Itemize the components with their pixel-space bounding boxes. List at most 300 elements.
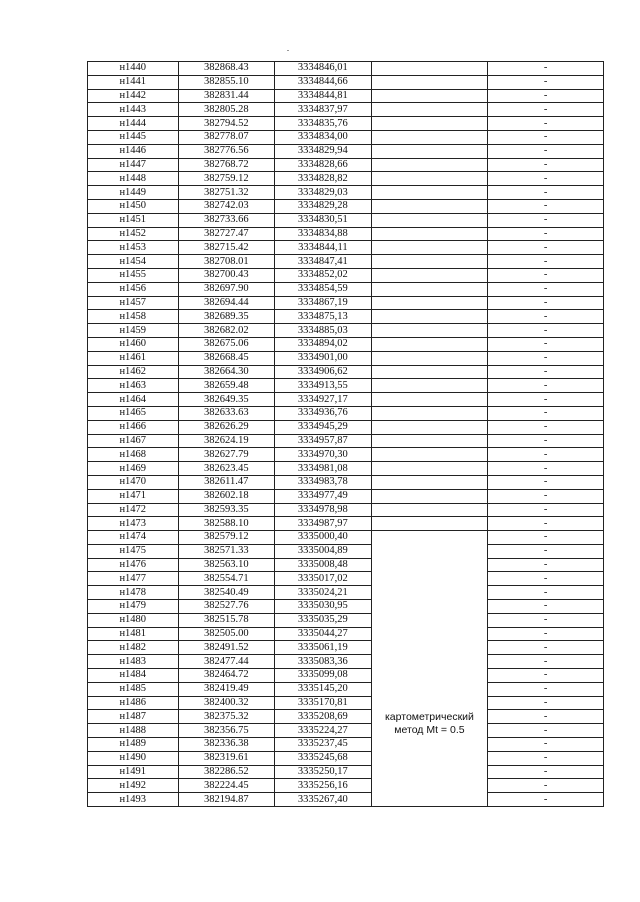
x-coordinate-cell: 382700.43: [178, 268, 275, 282]
y-coordinate-cell: 3334837,97: [275, 103, 372, 117]
table-row: [88, 172, 604, 186]
note-cell: -: [488, 710, 604, 724]
point-name-cell: н1487: [88, 710, 179, 724]
table-row: [88, 255, 604, 269]
x-coordinate-cell: 382626.29: [178, 420, 275, 434]
x-coordinate-cell: 382694.44: [178, 296, 275, 310]
table-row: [88, 75, 604, 89]
point-name-cell: н1440: [88, 62, 179, 76]
x-coordinate-cell: 382319.61: [178, 751, 275, 765]
table-row: [88, 738, 604, 752]
note-cell: -: [488, 158, 604, 172]
note-cell: -: [488, 62, 604, 76]
y-coordinate-cell: 3335099,08: [275, 669, 372, 683]
point-name-cell: н1468: [88, 448, 179, 462]
y-coordinate-cell: 3335024,21: [275, 586, 372, 600]
point-name-cell: н1463: [88, 379, 179, 393]
point-name-cell: н1459: [88, 324, 179, 338]
table-row: [88, 793, 604, 807]
table-row: [88, 475, 604, 489]
y-coordinate-cell: 3334854,59: [275, 282, 372, 296]
point-name-cell: н1485: [88, 682, 179, 696]
table-row: [88, 144, 604, 158]
method-cell: [371, 241, 488, 255]
table-row: [88, 779, 604, 793]
method-cell: [371, 475, 488, 489]
note-cell: -: [488, 724, 604, 738]
point-name-cell: н1454: [88, 255, 179, 269]
note-cell: -: [488, 641, 604, 655]
point-name-cell: н1483: [88, 655, 179, 669]
method-cell: [371, 62, 488, 76]
note-cell: -: [488, 572, 604, 586]
note-cell: -: [488, 655, 604, 669]
table-row: [88, 130, 604, 144]
x-coordinate-cell: 382664.30: [178, 365, 275, 379]
y-coordinate-cell: 3334829,28: [275, 199, 372, 213]
x-coordinate-cell: 382715.42: [178, 241, 275, 255]
note-cell: -: [488, 241, 604, 255]
point-name-cell: н1460: [88, 337, 179, 351]
note-cell: -: [488, 682, 604, 696]
x-coordinate-cell: 382689.35: [178, 310, 275, 324]
coordinates-table: [87, 61, 604, 807]
note-cell: -: [488, 558, 604, 572]
y-coordinate-cell: 3335030,95: [275, 600, 372, 614]
table-row: [88, 393, 604, 407]
table-row: [88, 613, 604, 627]
y-coordinate-cell: 3335008,48: [275, 558, 372, 572]
point-name-cell: н1450: [88, 199, 179, 213]
x-coordinate-cell: 382563.10: [178, 558, 275, 572]
note-cell: -: [488, 696, 604, 710]
note-cell: -: [488, 765, 604, 779]
x-coordinate-cell: 382602.18: [178, 489, 275, 503]
note-cell: -: [488, 324, 604, 338]
note-cell: -: [488, 144, 604, 158]
table-row: [88, 489, 604, 503]
point-name-cell: н1443: [88, 103, 179, 117]
method-cell: [371, 75, 488, 89]
y-coordinate-cell: 3334901,00: [275, 351, 372, 365]
note-cell: -: [488, 186, 604, 200]
method-cell: [371, 462, 488, 476]
table-row: [88, 213, 604, 227]
table-row: [88, 296, 604, 310]
y-coordinate-cell: 3335017,02: [275, 572, 372, 586]
x-coordinate-cell: 382805.28: [178, 103, 275, 117]
note-cell: -: [488, 600, 604, 614]
point-name-cell: н1484: [88, 669, 179, 683]
point-name-cell: н1471: [88, 489, 179, 503]
note-cell: -: [488, 669, 604, 683]
table-row: [88, 765, 604, 779]
x-coordinate-cell: 382675.06: [178, 337, 275, 351]
y-coordinate-cell: 3334834,88: [275, 227, 372, 241]
note-cell: -: [488, 227, 604, 241]
point-name-cell: н1479: [88, 600, 179, 614]
table-row: [88, 310, 604, 324]
method-cell: [371, 379, 488, 393]
note-cell: -: [488, 406, 604, 420]
note-cell: -: [488, 255, 604, 269]
point-name-cell: н1457: [88, 296, 179, 310]
x-coordinate-cell: 382375.32: [178, 710, 275, 724]
point-name-cell: н1456: [88, 282, 179, 296]
x-coordinate-cell: 382464.72: [178, 669, 275, 683]
note-cell: -: [488, 310, 604, 324]
method-cell: [371, 89, 488, 103]
y-coordinate-cell: 3335170,81: [275, 696, 372, 710]
method-label-line1: картометрический: [384, 710, 474, 723]
y-coordinate-cell: 3335145,20: [275, 682, 372, 696]
point-name-cell: н1492: [88, 779, 179, 793]
x-coordinate-cell: 382708.01: [178, 255, 275, 269]
x-coordinate-cell: 382768.72: [178, 158, 275, 172]
table-row: [88, 724, 604, 738]
x-coordinate-cell: 382868.43: [178, 62, 275, 76]
note-cell: -: [488, 337, 604, 351]
point-name-cell: н1474: [88, 531, 179, 545]
point-name-cell: н1447: [88, 158, 179, 172]
point-name-cell: н1486: [88, 696, 179, 710]
table-row: [88, 117, 604, 131]
table-row: [88, 227, 604, 241]
note-cell: -: [488, 268, 604, 282]
y-coordinate-cell: 3334844,66: [275, 75, 372, 89]
y-coordinate-cell: 3334834,00: [275, 130, 372, 144]
y-coordinate-cell: 3335267,40: [275, 793, 372, 807]
x-coordinate-cell: 382649.35: [178, 393, 275, 407]
x-coordinate-cell: 382491.52: [178, 641, 275, 655]
point-name-cell: н1489: [88, 738, 179, 752]
point-name-cell: н1458: [88, 310, 179, 324]
x-coordinate-cell: 382759.12: [178, 172, 275, 186]
x-coordinate-cell: 382733.66: [178, 213, 275, 227]
table-row: [88, 669, 604, 683]
point-name-cell: н1453: [88, 241, 179, 255]
method-cell: [371, 199, 488, 213]
method-cell: [371, 393, 488, 407]
y-coordinate-cell: 3335000,40: [275, 531, 372, 545]
method-cell: [371, 337, 488, 351]
x-coordinate-cell: 382778.07: [178, 130, 275, 144]
coordinates-table-body: [88, 62, 604, 807]
point-name-cell: н1441: [88, 75, 179, 89]
x-coordinate-cell: 382831.44: [178, 89, 275, 103]
note-cell: -: [488, 586, 604, 600]
table-row: [88, 517, 604, 531]
note-cell: -: [488, 117, 604, 131]
x-coordinate-cell: 382623.45: [178, 462, 275, 476]
table-row: [88, 379, 604, 393]
point-name-cell: н1472: [88, 503, 179, 517]
method-cell: [371, 517, 488, 531]
x-coordinate-cell: 382554.71: [178, 572, 275, 586]
note-cell: -: [488, 462, 604, 476]
x-coordinate-cell: 382697.90: [178, 282, 275, 296]
x-coordinate-cell: 382540.49: [178, 586, 275, 600]
table-row: [88, 558, 604, 572]
y-coordinate-cell: 3334852,02: [275, 268, 372, 282]
point-name-cell: н1491: [88, 765, 179, 779]
note-cell: -: [488, 213, 604, 227]
point-name-cell: н1464: [88, 393, 179, 407]
method-cell: [371, 227, 488, 241]
x-coordinate-cell: 382624.19: [178, 434, 275, 448]
table-row: [88, 199, 604, 213]
table-row: [88, 751, 604, 765]
table-row: [88, 337, 604, 351]
x-coordinate-cell: 382611.47: [178, 475, 275, 489]
method-cell: [371, 186, 488, 200]
y-coordinate-cell: 3335035,29: [275, 613, 372, 627]
y-coordinate-cell: 3334875,13: [275, 310, 372, 324]
point-name-cell: н1466: [88, 420, 179, 434]
note-cell: -: [488, 503, 604, 517]
note-cell: -: [488, 517, 604, 531]
method-label-line2: метод Mt = 0.5: [394, 723, 465, 736]
point-name-cell: н1462: [88, 365, 179, 379]
x-coordinate-cell: 382682.02: [178, 324, 275, 338]
table-row: [88, 572, 604, 586]
page-mark: [287, 50, 289, 51]
note-cell: -: [488, 793, 604, 807]
y-coordinate-cell: 3334835,76: [275, 117, 372, 131]
table-row: [88, 351, 604, 365]
method-cell: [371, 503, 488, 517]
x-coordinate-cell: 382742.03: [178, 199, 275, 213]
table-row: [88, 682, 604, 696]
y-coordinate-cell: 3335061,19: [275, 641, 372, 655]
table-row: [88, 448, 604, 462]
method-cell: [371, 158, 488, 172]
point-name-cell: н1461: [88, 351, 179, 365]
table-row: [88, 462, 604, 476]
method-cell: [371, 434, 488, 448]
y-coordinate-cell: 3335208,69: [275, 710, 372, 724]
point-name-cell: н1448: [88, 172, 179, 186]
x-coordinate-cell: 382751.32: [178, 186, 275, 200]
method-cell: [371, 255, 488, 269]
y-coordinate-cell: 3334847,41: [275, 255, 372, 269]
point-name-cell: н1481: [88, 627, 179, 641]
note-cell: -: [488, 351, 604, 365]
table-row: [88, 696, 604, 710]
point-name-cell: н1465: [88, 406, 179, 420]
method-cell: [371, 172, 488, 186]
table-row: [88, 655, 604, 669]
x-coordinate-cell: 382633.63: [178, 406, 275, 420]
method-cell: [371, 420, 488, 434]
method-cell: [371, 296, 488, 310]
method-cell: [371, 365, 488, 379]
note-cell: -: [488, 489, 604, 503]
table-row: [88, 282, 604, 296]
y-coordinate-cell: 3334828,82: [275, 172, 372, 186]
x-coordinate-cell: 382776.56: [178, 144, 275, 158]
note-cell: -: [488, 544, 604, 558]
table-row: [88, 241, 604, 255]
note-cell: -: [488, 434, 604, 448]
x-coordinate-cell: 382419.49: [178, 682, 275, 696]
point-name-cell: н1477: [88, 572, 179, 586]
note-cell: -: [488, 779, 604, 793]
y-coordinate-cell: 3335083,36: [275, 655, 372, 669]
table-row: [88, 503, 604, 517]
y-coordinate-cell: 3334894,02: [275, 337, 372, 351]
x-coordinate-cell: 382515.78: [178, 613, 275, 627]
note-cell: -: [488, 75, 604, 89]
note-cell: -: [488, 296, 604, 310]
y-coordinate-cell: 3335237,45: [275, 738, 372, 752]
method-cell: [371, 324, 488, 338]
y-coordinate-cell: 3335250,17: [275, 765, 372, 779]
x-coordinate-cell: 382571.33: [178, 544, 275, 558]
x-coordinate-cell: 382668.45: [178, 351, 275, 365]
note-cell: -: [488, 475, 604, 489]
point-name-cell: н1470: [88, 475, 179, 489]
point-name-cell: н1451: [88, 213, 179, 227]
table-row: [88, 268, 604, 282]
note-cell: -: [488, 130, 604, 144]
y-coordinate-cell: 3334936,76: [275, 406, 372, 420]
note-cell: -: [488, 282, 604, 296]
y-coordinate-cell: 3334957,87: [275, 434, 372, 448]
note-cell: -: [488, 613, 604, 627]
y-coordinate-cell: 3334983,78: [275, 475, 372, 489]
x-coordinate-cell: 382194.87: [178, 793, 275, 807]
y-coordinate-cell: 3334978,98: [275, 503, 372, 517]
note-cell: -: [488, 103, 604, 117]
x-coordinate-cell: 382336.38: [178, 738, 275, 752]
y-coordinate-cell: 3334945,29: [275, 420, 372, 434]
method-cell: [371, 310, 488, 324]
note-cell: -: [488, 448, 604, 462]
point-name-cell: н1446: [88, 144, 179, 158]
x-coordinate-cell: 382588.10: [178, 517, 275, 531]
point-name-cell: н1455: [88, 268, 179, 282]
note-cell: -: [488, 627, 604, 641]
point-name-cell: н1482: [88, 641, 179, 655]
y-coordinate-cell: 3334828,66: [275, 158, 372, 172]
x-coordinate-cell: 382855.10: [178, 75, 275, 89]
method-cell: [371, 144, 488, 158]
table-row: [88, 324, 604, 338]
point-name-cell: н1488: [88, 724, 179, 738]
point-name-cell: н1478: [88, 586, 179, 600]
x-coordinate-cell: 382527.76: [178, 600, 275, 614]
table-row: [88, 406, 604, 420]
note-cell: -: [488, 531, 604, 545]
y-coordinate-cell: 3335256,16: [275, 779, 372, 793]
method-cell: [371, 117, 488, 131]
x-coordinate-cell: 382659.48: [178, 379, 275, 393]
table-row: [88, 600, 604, 614]
y-coordinate-cell: 3334906,62: [275, 365, 372, 379]
method-cell: [371, 103, 488, 117]
note-cell: -: [488, 379, 604, 393]
y-coordinate-cell: 3334844,11: [275, 241, 372, 255]
y-coordinate-cell: 3334829,94: [275, 144, 372, 158]
note-cell: -: [488, 89, 604, 103]
method-cell: [371, 268, 488, 282]
y-coordinate-cell: 3334970,30: [275, 448, 372, 462]
point-name-cell: н1467: [88, 434, 179, 448]
table-row: [88, 103, 604, 117]
y-coordinate-cell: 3335044,27: [275, 627, 372, 641]
y-coordinate-cell: 3334981,08: [275, 462, 372, 476]
table-row: [88, 365, 604, 379]
method-cell: [371, 489, 488, 503]
note-cell: -: [488, 420, 604, 434]
point-name-cell: н1469: [88, 462, 179, 476]
method-cell: [371, 130, 488, 144]
table-row: [88, 186, 604, 200]
point-name-cell: н1473: [88, 517, 179, 531]
table-row: [88, 434, 604, 448]
y-coordinate-cell: 3334927,17: [275, 393, 372, 407]
x-coordinate-cell: 382505.00: [178, 627, 275, 641]
table-row: [88, 531, 604, 545]
x-coordinate-cell: 382400.32: [178, 696, 275, 710]
method-cell: [371, 406, 488, 420]
method-label: [376, 601, 484, 737]
note-cell: -: [488, 393, 604, 407]
x-coordinate-cell: 382794.52: [178, 117, 275, 131]
note-cell: -: [488, 738, 604, 752]
x-coordinate-cell: 382593.35: [178, 503, 275, 517]
x-coordinate-cell: 382477.44: [178, 655, 275, 669]
y-coordinate-cell: 3335245,68: [275, 751, 372, 765]
y-coordinate-cell: 3334867,19: [275, 296, 372, 310]
x-coordinate-cell: 382286.52: [178, 765, 275, 779]
method-cell-merged: [371, 531, 488, 807]
y-coordinate-cell: 3334829,03: [275, 186, 372, 200]
point-name-cell: н1449: [88, 186, 179, 200]
note-cell: -: [488, 199, 604, 213]
method-cell: [371, 351, 488, 365]
table-row: [88, 627, 604, 641]
x-coordinate-cell: 382224.45: [178, 779, 275, 793]
y-coordinate-cell: 3334846,01: [275, 62, 372, 76]
table-row: [88, 420, 604, 434]
y-coordinate-cell: 3334885,03: [275, 324, 372, 338]
table-row: [88, 544, 604, 558]
point-name-cell: н1444: [88, 117, 179, 131]
x-coordinate-cell: 382727.47: [178, 227, 275, 241]
point-name-cell: н1490: [88, 751, 179, 765]
y-coordinate-cell: 3335224,27: [275, 724, 372, 738]
point-name-cell: н1476: [88, 558, 179, 572]
y-coordinate-cell: 3334830,51: [275, 213, 372, 227]
x-coordinate-cell: 382356.75: [178, 724, 275, 738]
method-cell: [371, 213, 488, 227]
y-coordinate-cell: 3334913,55: [275, 379, 372, 393]
point-name-cell: н1475: [88, 544, 179, 558]
point-name-cell: н1445: [88, 130, 179, 144]
x-coordinate-cell: 382579.12: [178, 531, 275, 545]
y-coordinate-cell: 3334987,97: [275, 517, 372, 531]
point-name-cell: н1493: [88, 793, 179, 807]
table-row: [88, 586, 604, 600]
x-coordinate-cell: 382627.79: [178, 448, 275, 462]
point-name-cell: н1442: [88, 89, 179, 103]
y-coordinate-cell: 3334977,49: [275, 489, 372, 503]
note-cell: -: [488, 172, 604, 186]
table-row: [88, 641, 604, 655]
table-row: [88, 710, 604, 724]
